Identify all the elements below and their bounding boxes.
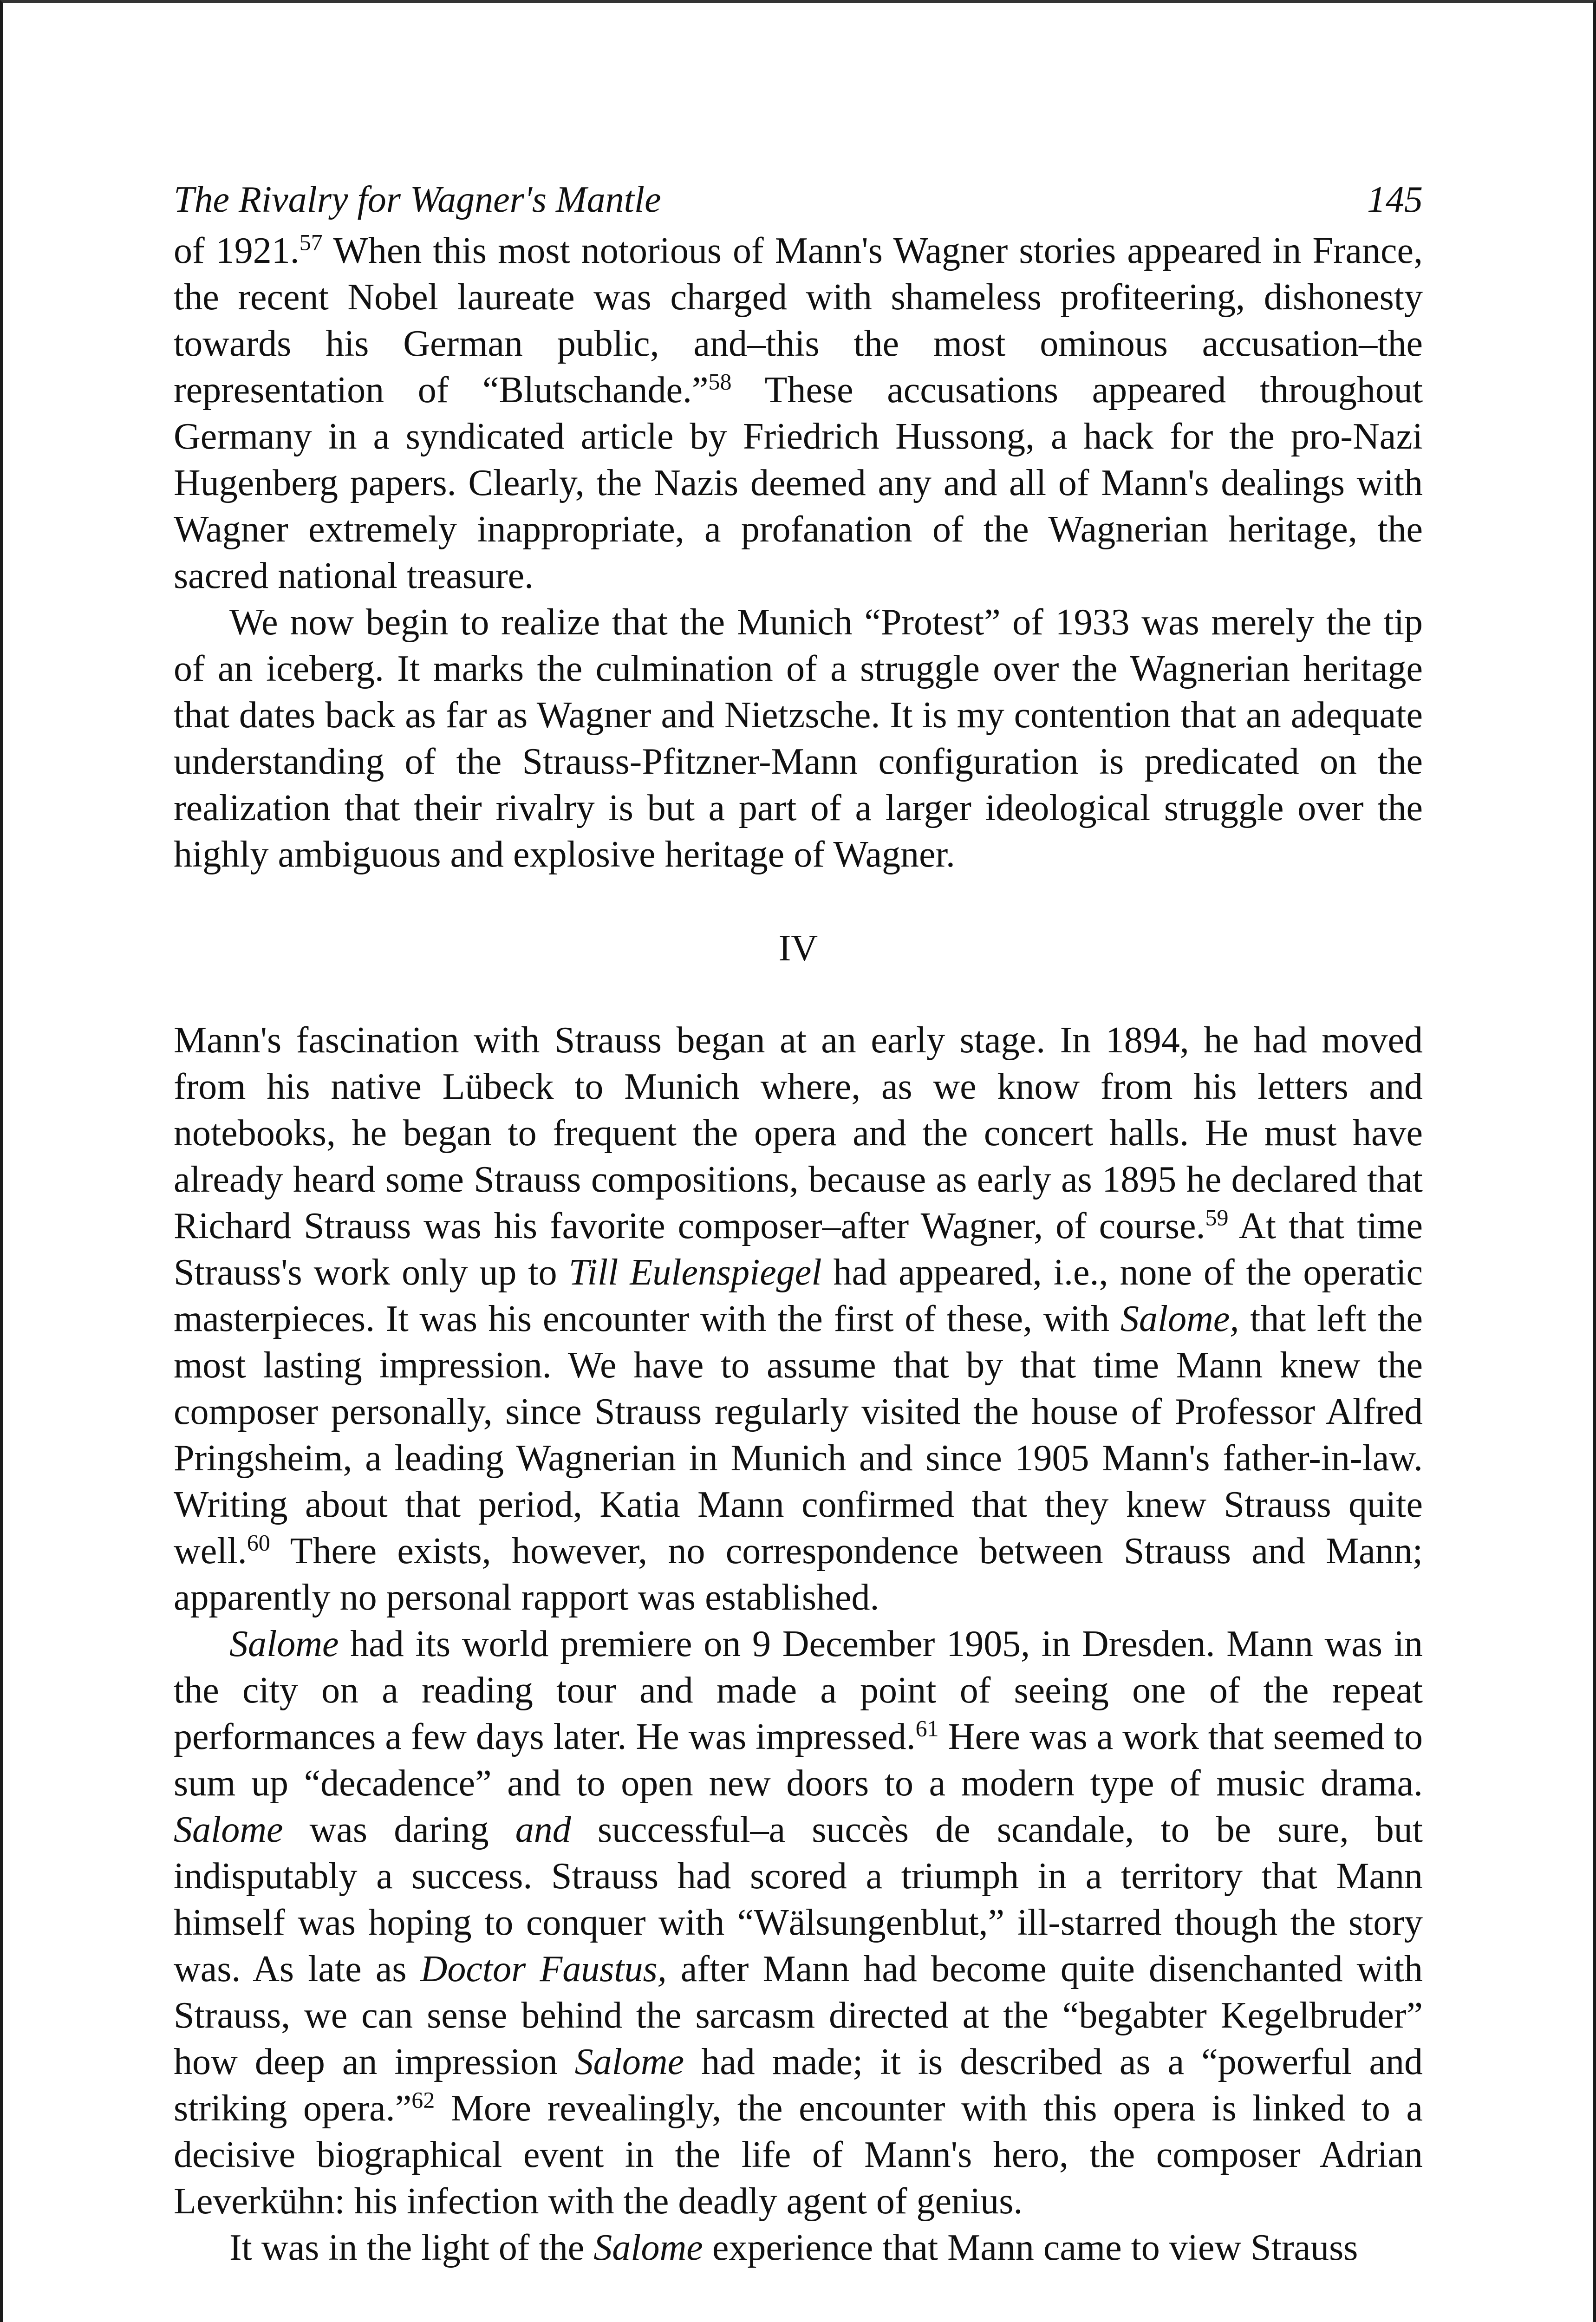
paragraph-3: [174, 1017, 1423, 1621]
text-run: More revealingly, the encounter with this opera is linked to a decisive biographical event in the life of Mann's hero, the composer Adrian Leverkühn: his infection with the deadly agent of genius.: [174, 2088, 1423, 2222]
footnote-ref-58: 58: [708, 368, 732, 395]
text-run: had appeared, i.e., none of the operatic masterpieces. It was his encounter with the first of these, with: [174, 1252, 1423, 1339]
footnote-ref-60: 60: [247, 1529, 270, 1556]
paragraph-2: [174, 599, 1423, 878]
paragraph-5: [174, 2224, 1423, 2271]
italic-title: Doctor Faustus,: [420, 1949, 667, 1989]
text-run: experience that Mann came to view Strauss: [703, 2227, 1358, 2268]
paragraph-1: [174, 228, 1423, 599]
running-head: [174, 176, 1423, 223]
text-run: successful–a succès de scandale, to be sure, but indisputably a success. Strauss had scored a triumph in a territory that Mann himself was hoping to conquer with “Wälsungenblut,” ill-starred though the story was. As late as: [174, 1809, 1423, 1989]
text-run: that left the most lasting impression. We have to assume that by that time Mann knew the composer personally, since Strauss regularly visited the house of Professor Alfred Pringsheim, a leading Wagnerian in Munich and since 1905 Mann's father-in-law. Writing about that period, Katia Mann confirmed that they knew Strauss quite well.: [174, 1298, 1423, 1572]
text-run: At that time Strauss's work only up to: [174, 1206, 1423, 1293]
italic-title: Salome: [229, 1624, 339, 1664]
footnote-ref-57: 57: [299, 229, 323, 255]
section-heading: IV: [778, 928, 818, 969]
text-run: These accusations appeared throughout Germany in a syndicated article by Friedrich Hussong, a hack for the pro-Nazi Hugenberg papers. Clearly, the Nazis deemed any and all of Mann's dealings with Wagner extremely inappropriate, a profanation of the Wagnerian heritage, the sacred national treasure.: [174, 370, 1423, 596]
italic-title: Till Eulenspiegel: [568, 1252, 822, 1293]
text-run: Mann's fascination with Strauss began at an early stage. In 1894, he had moved from his native Lübeck to Munich where, as we know from his letters and notebooks, he began to frequent the opera and the concert halls. He must have already heard some Strauss compositions, because as early as 1895 he declared that Richard Strauss was his favorite composer–after Wagner, of course.: [174, 1020, 1423, 1246]
italic-title: Salome: [593, 2227, 703, 2268]
text-run: Here was a work that seemed to sum up “decadence” and to open new doors to a modern type of music drama.: [174, 1716, 1423, 1804]
body-text: [174, 228, 1423, 2271]
text-run: When this most notorious of Mann's Wagner stories appeared in France, the recent Nobel laureate was charged with shameless profiteering, dishonesty towards his German public, and–this the most ominous accusation–the representation of “Blutschande.”: [174, 230, 1423, 411]
text-run: after Mann had become quite disenchanted with Strauss, we can sense behind the sarcasm directed at the “begabter Kegelbruder” how deep an impression: [174, 1949, 1423, 2082]
italic-title: Salome: [574, 2042, 684, 2082]
text-run: of 1921.: [174, 230, 300, 271]
footnote-ref-61: 61: [915, 1715, 939, 1742]
italic-title: Salome: [174, 1809, 283, 1850]
running-title: The Rivalry for Wagner's Mantle: [174, 179, 661, 220]
text-run: It was in the light of the: [229, 2227, 594, 2268]
book-page: [174, 176, 1423, 2271]
footnote-ref-59: 59: [1205, 1204, 1229, 1231]
text-run: We now begin to realize that the Munich “Protest” of 1933 was merely the tip of an iceberg. It marks the culmination of a struggle over the Wagnerian heritage that dates back as far as Wagner and Nietzsche. It is my contention that an adequate understanding of the Strauss-Pfitzner-Mann configuration is predicated on the realization that their rivalry is but a part of a larger ideological struggle over the highly ambiguous and explosive heritage of Wagner.: [174, 602, 1423, 875]
italic-emphasis: and: [515, 1809, 571, 1850]
text-run: had its world premiere on 9 December 1905, in Dresden. Mann was in the city on a reading tour and made a point of seeing one of the repeat performances a few days later. He was impressed.: [174, 1624, 1423, 1757]
text-run: had made; it is described as a “powerful and striking opera.”: [174, 2042, 1423, 2129]
paragraph-4: [174, 1621, 1423, 2224]
text-run: was daring: [283, 1809, 515, 1850]
text-run: There exists, however, no correspondence between Strauss and Mann; apparently no personal rapport was established.: [174, 1531, 1423, 1618]
page-number: 145: [1367, 179, 1423, 220]
italic-title: Salome,: [1120, 1298, 1239, 1339]
footnote-ref-62: 62: [411, 2087, 435, 2113]
